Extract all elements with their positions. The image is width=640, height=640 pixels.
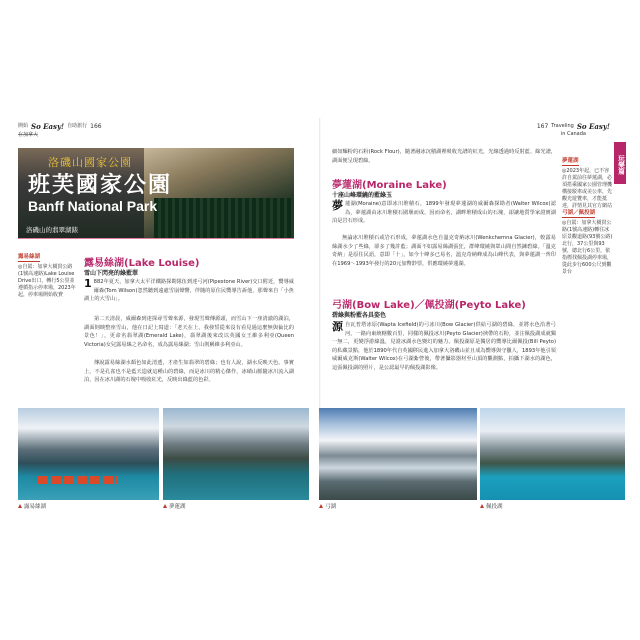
header-left	[18, 122, 102, 131]
header-left-line3: 在加拿大	[18, 132, 39, 138]
photo-lake-louise	[18, 408, 159, 500]
photo-moraine-lake	[163, 408, 309, 500]
photo-bow-lake	[319, 408, 477, 500]
page-gutter	[319, 118, 321, 418]
forest-image	[154, 198, 294, 238]
chinese-title: 班芙國家公園	[28, 173, 173, 198]
heading-bow-peyto: 弓湖(Bow Lake)／佩投湖(Peyto Lake)	[332, 300, 526, 311]
park-category-label: 洛磯山國家公園	[48, 156, 132, 169]
caption-photo-3: 弓湖	[319, 502, 336, 510]
header-right	[537, 122, 610, 131]
title-underline	[18, 238, 294, 239]
triangle-icon	[319, 504, 323, 508]
heading-moraine-lake: 夢蓮湖(Moraine Lake)	[332, 180, 447, 191]
note-title: 露易絲湖	[18, 254, 41, 260]
note-text: ◎2023年起，已不容許自駕前往夢蓮湖，必須搭乘國家公園管理機構接駁車或美公車，先觀光遊覽車，才能抵達，詳情見其官方網站	[562, 168, 613, 209]
drop-cap: 夢	[332, 199, 343, 212]
series-logo-left: So Easy!	[31, 122, 65, 131]
note-lake-louise	[18, 254, 76, 299]
note-text: ◎自駕：加拿大橫貫公路(1號高速路)轉往冰原景觀道路(93號公路)北行，37公里與93號，總北行6公里，依指標找佩投湖停車場，從此步行600公尺到觀景台	[562, 220, 613, 275]
book-spread	[14, 118, 626, 526]
paragraph-lake-louise-1: 1 882年夏天，加拿大太平洋鐵路探勘隊伍到達弓河(Pipestone River)交口附近，嚮導威爾森(Tom Wilson)忽然聽到遠處雪崩聲響，伴隨的原住民嚮導告訴他，那聲來自「小魚湖上的大雪山」。	[84, 277, 294, 303]
header-left-line2: 自助旅行	[67, 123, 88, 129]
page-number-left: 166	[90, 123, 102, 130]
note-title: 夢蓮湖	[562, 158, 579, 164]
drop-cap: 源	[332, 321, 343, 333]
triangle-icon	[163, 504, 167, 508]
photo-peyto-lake	[480, 408, 625, 500]
series-logo-right: So Easy!	[576, 122, 610, 131]
canoes-image	[38, 476, 118, 484]
header-right-line1: Traveling	[551, 123, 574, 129]
title-photo-caption: 洛磯山的翡翠湖錶	[26, 226, 78, 234]
paragraph-rock-flour: 細如麵粉的石粉(Rock Flour)，隨著融冰沉積湖裡吸收光譜的紅光，光線透過時反射藍、綠光譜，湖面便呈現碧綠。	[332, 149, 556, 164]
triangle-icon	[18, 504, 22, 508]
paragraph-moraine-1: 夢蓮湖(Moraine)意即冰川堆積石，1899年發現夢蓮湖的威爾森探勘者(Walter Wilcox)認為，夢蓮湖由冰川堆積石圍堰而成，因而命名，湖畔堆積成山的石塊，卻讓地質學家證實湖泊是岩石形成。	[332, 199, 556, 225]
header-right-line2: in Canada	[560, 131, 586, 137]
note-moraine-lake	[562, 158, 614, 210]
paragraph-lake-louise-2: 第二天清晨，威爾森到達探尋雪聲來源，發現雪聲傳源頭，而雪山下一座清澈的湖泊，湖面倒映整座雪山，他在日記上寫道：「老天在上，我發誓從來沒有看見過這麼無與倫比的景色！」，更命名翡翠湖(Emerald Lake)，翡翠湖後來改以英國女王維多利亞(Queen Victoria)女兒露易絲之名命名，成為露易絲湖；雪山則稱維多利亞山。	[84, 316, 294, 348]
paragraph-moraine-2: 無論冰川堆積石或岩石形成，夢蓮湖水色自溫克奇納冰川(Wenkchemna Glacier)，較露易絲湖水少了些綠，卻多了幾許藍；湖面不如露易絲湖張狂，群峰環繞與眾山間自然鍊碧綠。「溫克奇納」是原住民語，意即「十」，如今十峰多已易名，溫克奇納峰成為山峰代表，與夢蓮湖一齊印在1969～1993年發行的20元加幣鈔票，供應環繞夢蓮湖。	[332, 235, 556, 267]
note-text: ◎自駕：加拿大橫貫公路(1號高速路)Lake Louise Drive出口，轉行5公里並遵循指示停車場，2023年起，停車場開始收費	[18, 264, 76, 298]
triangle-icon	[480, 504, 484, 508]
heading-lake-louise: 露易絲湖(Lake Louise)	[84, 258, 200, 269]
drop-cap: 1	[84, 277, 92, 290]
subheading-moraine-lake: 十座山峰環繞的藍綠玉	[332, 192, 393, 199]
subheading-lake-louise: 雪山下閃亮的綠藍翠	[84, 270, 139, 277]
page-number-right: 167	[536, 123, 549, 130]
header-left-line1: 開始	[18, 123, 29, 129]
title-photo-block	[18, 148, 294, 238]
paragraph-lake-louise-3: 傳說露易絲湖水顏色如此清透，才產生如翡翠的碧綠；也有人說，湖水反映天色。事實上，不是孔雀也不是藍天造就這種山的碧綠，而是冰川的精心傑作，冰磧山脈隨冰川流入湖泊，因在冰川湖的石塊中吸收紅光，反映出綠藍的色彩。	[84, 360, 294, 384]
note-title: 弓湖／佩投湖	[562, 210, 596, 216]
caption-photo-4: 佩投湖	[480, 502, 503, 510]
paragraph-bow-peyto: 源自瓦普塔冰原(Wapta Icefield)的弓冰川(Bow Glacier)供給弓湖的碧綠，並將水色沿著弓河，一路向東統轄數百里，同樣的佩投冰川(Peyto Glacier)挾帶的石粉，並注佩投湖成就獨一無二，更變浮游綠溫，見證冰湖水色變幻的魅力。佩投湖原是獨居的嚮導比爾佩投(Bill Peyto)的私藏景點，他於1890年代自英國移民進入加拿大洛磯山並且成為嚮導與守獵人，1893年他引領威爾威克斯(Walter Wilcox)在弓湖紮營後，帶著攝影器材至山頂的觀測點，拍攝下湖水的湖色，這張佩投湖的照片，是公認最早的佩投湖影像。	[332, 321, 556, 371]
english-title: Banff National Park	[28, 198, 158, 214]
section-tab[interactable]: 玩樂篇	[614, 142, 626, 184]
caption-photo-2: 夢蓮湖	[163, 502, 186, 510]
caption-photo-1: 露易絲湖	[18, 502, 46, 510]
note-bow-peyto	[562, 210, 614, 276]
subheading-bow-peyto: 碧綠與粉藍各具姿色	[332, 312, 387, 319]
